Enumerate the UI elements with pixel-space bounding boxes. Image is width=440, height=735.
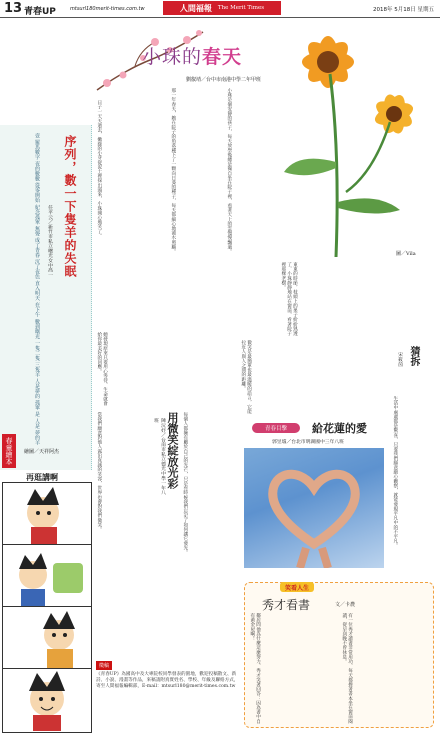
joke-author: 文／卡農	[335, 602, 356, 608]
joke-title: 秀才看書	[262, 598, 311, 612]
feature-body-mid	[170, 88, 224, 328]
page-header	[0, 0, 440, 18]
middle-article-body-top	[240, 340, 390, 416]
middle-article-paragraph: 每個人都擁有屬於自己的光芒，只是有時候我們忘記了如何讓它發光。	[182, 412, 188, 555]
photo-story-title: 給花蓮的愛	[312, 422, 367, 435]
feature-author: 劉叡靖／台中市南港中學二年甲班	[186, 77, 262, 83]
joke-paragraph: 有一位秀才讀書非常用功，每天都捧著書本坐在窗前閱讀，從早到晚不曾休息。	[341, 613, 353, 724]
feature-body-left	[96, 100, 168, 328]
short-article-title: 猜拆	[408, 346, 419, 366]
issue-date: 2018年 5月18日 星期五	[373, 7, 434, 13]
middle-article-paragraph: 當我們願意對他人露出真誠的笑容，世界也會對我們微笑。	[96, 412, 102, 532]
comic-panel	[3, 607, 91, 669]
middle-article-paragraph: 微笑是最簡單也最溫暖的語言，它能拉近人與人之間的距離。	[240, 340, 252, 414]
site-url[interactable]: mtsurl180merit-times.com.tw	[70, 6, 145, 12]
logo-en: The Merit Times	[217, 5, 265, 11]
middle-article-title: 用微笑綻放光彩	[166, 412, 179, 489]
feature-body-right	[226, 88, 278, 328]
youth-witness-badge: 青春目擊	[252, 423, 300, 433]
newspaper-logo	[163, 1, 281, 15]
feature-title-part1: 小珠的	[142, 46, 203, 68]
poem-column	[0, 125, 92, 470]
call-label: 徵稿	[96, 661, 112, 670]
comic-author: 繪圖／天祥阿杰	[24, 449, 60, 455]
middle-article-body-left	[96, 412, 148, 648]
section-name: 青春UP	[24, 7, 56, 17]
joke-paragraph: 鄰居問他為什麼這麼努力，秀才笑著回答：因為書中自有黃金屋啊！	[249, 613, 261, 724]
photo-story-author: 郭昱璿／台北市明湖國中三年八班	[272, 440, 344, 445]
comic-panel	[3, 545, 91, 607]
logo-zh: 人間福報	[179, 2, 212, 13]
sunflower-illustration	[278, 22, 430, 262]
call-text: 《青春UP》為國高中及大專院校同學發表的園地，歡迎投稿散文、新詩、小說、漫畫等作品，來稿請附真實姓名、學校、年級及聯絡方式，寄至人間福報編輯部，E-mail：mtsurl180@merit-times.com.tw	[96, 672, 239, 690]
page-number: 13	[4, 1, 23, 16]
feature-paragraph: 那一年春天，她在院子的角落種下了一顆向日葵的種子，每天都細心地澆水照顧。	[170, 88, 176, 254]
poem-author: 任平云／新竹市私立曙光女中高一	[47, 205, 52, 277]
feature-paragraph: 日子一天天過去，嫩綠的小芽從泥土裡探出頭來，小珠開心地笑了。	[96, 100, 102, 238]
comic-title: 再逛講啊	[26, 472, 58, 482]
joke-body-left	[249, 613, 339, 725]
short-article-body	[392, 396, 436, 576]
feature-body-lower	[280, 262, 430, 340]
comic-strip	[2, 482, 92, 733]
short-article-paragraph: 生活中處處都是驚喜，只要我們願意細心觀察，就能發現平凡中的不平凡。	[392, 396, 398, 548]
laugh-badge: 笑看人生	[280, 582, 314, 592]
poem-title: 序列，數一下隻羊的失眠	[63, 135, 77, 278]
comic-label: 春童繪本	[2, 434, 16, 468]
feature-title-part2: 春天	[202, 46, 243, 68]
comic-panel	[3, 483, 91, 545]
feature-paragraph: 她發現原來只要用心等待，生命就會給你最美好的回應。	[96, 332, 108, 406]
feature-paragraph: 小珠是個安靜的孩子，每天放學後總是獨自坐在院子裡，看著天上的雲慢慢飄過。	[226, 88, 232, 254]
feature-title	[142, 42, 242, 69]
middle-article-body-right	[182, 412, 240, 648]
call-for-submissions	[96, 652, 240, 730]
comic-panel	[3, 669, 91, 731]
poem-body: 壹 羅馬數字 夜的數數 從零開始 紀念孤單 無聲 成了青春 沉了夜色 直入明天 在下午 數到曙光 一隻二隻 三隻羊 人是夢的 孤單 是 人是 夢的羊	[34, 133, 40, 446]
joke-body-right	[341, 613, 431, 725]
heart-hands-photo	[244, 448, 384, 568]
middle-article-author: 陳沅妤／台南市私立德光中學一年八班	[153, 418, 165, 495]
short-article-author: 宋筱茵	[397, 352, 402, 367]
feature-paragraph: 東東的時節，枝頭上的果子紛紛熟透了，小珠靜靜地站在窗前，看著院子裡那棵老樹。	[280, 262, 298, 336]
illustration-credit: 圖／Vila	[396, 251, 416, 257]
